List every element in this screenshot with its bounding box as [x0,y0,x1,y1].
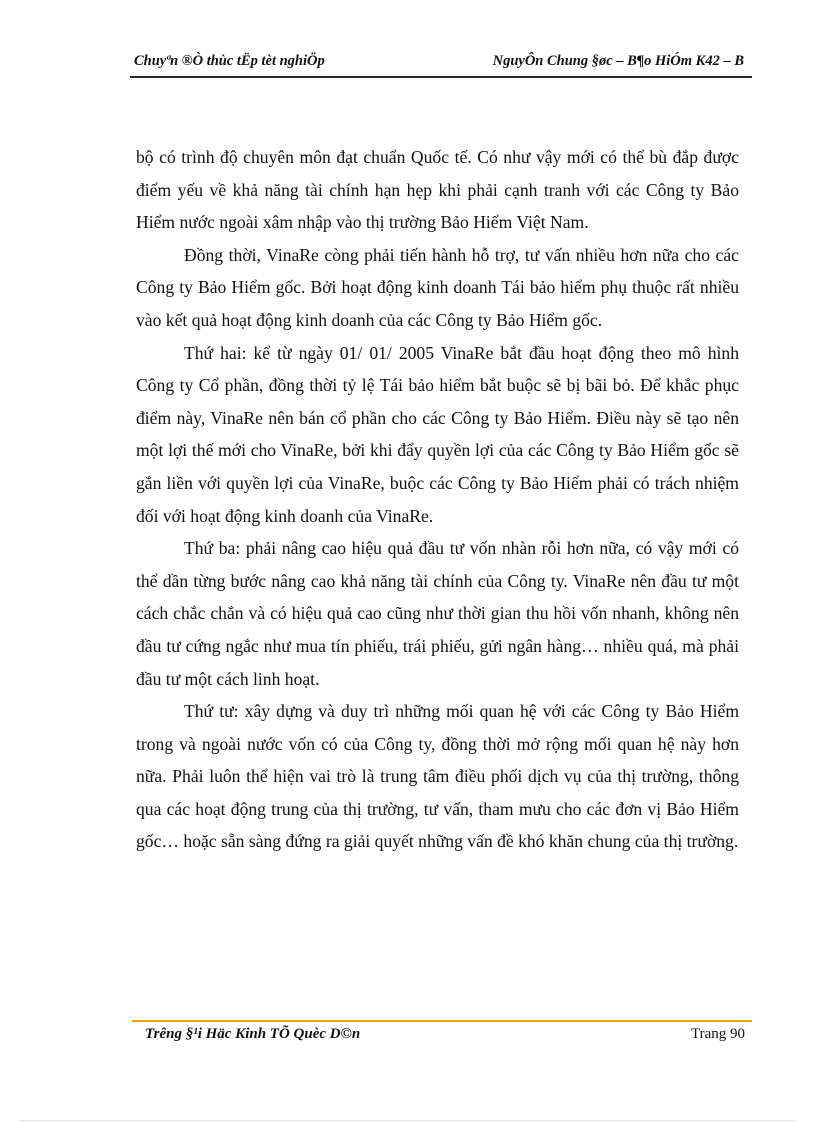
header-title: Chuyªn ®Ò thùc tËp tèt nghiÖp [134,53,325,69]
paragraph-1: bộ có trình độ chuyên môn đạt chuẩn Quốc tế. Có như vậy mới có thể bù đắp được điểm yếu về khả năng tài chính hạn hẹp khi phải cạnh tranh với các Công ty Bảo Hiểm nước ngoài xâm nhập vào thị trường Bảo Hiểm Việt Nam. [136,147,739,233]
page-edge [20,1120,796,1121]
page-footer [145,1026,747,1048]
paragraph-5: Thứ tư: xây dựng và duy trì những mối quan hệ với các Công ty Bảo Hiểm trong và ngoài nước vốn có của Công ty, đồng thời mở rộng mối quan hệ này hơn nữa. Phải luôn thể hiện vai trò là trung tâm điều phối dịch vụ của thị trường, thông qua các hoạt động trung của thị trường, tư vấn, tham mưu cho các đơn vị Bảo Hiểm gốc… hoặc sẵn sàng đứng ra giải quyết những vấn đề khó khăn chung của thị trường. [136,701,739,852]
footer-divider [132,1020,752,1022]
page-number: Trang 90 [690,1026,745,1042]
header-author: NguyÔn Chung §øc – B¶o HiÓm K42 – B [492,53,744,69]
paragraph-2: Đồng thời, VinaRe còng phải tiến hành hỗ trợ, tư vấn nhiều hơn nữa cho các Công ty Bảo Hiểm gốc. Bởi hoạt động kinh doanh Tái bảo hiểm phụ thuộc rất nhiều vào kết quả hoạt động kinh doanh của các Công ty Bảo Hiểm gốc. [136,244,739,330]
page-header [134,50,752,76]
footer-institution: Trêng §¹i Häc Kinh TÕ Quèc D©n [145,1026,361,1042]
document-body [136,141,739,858]
paragraph-3: Thứ hai: kể từ ngày 01/ 01/ 2005 VinaRe bắt đầu hoạt động theo mô hình Công ty Cổ phần, đồng thời tỷ lệ Tái bảo hiểm bắt buộc sẽ bị bãi bỏ. Để khắc phục điểm này, VinaRe nên bán cổ phần cho các Công ty Bảo Hiểm. Điều này sẽ tạo nên một lợi thế mới cho VinaRe, bởi khi đẩy quyền lợi của các Công ty Bảo Hiểm gốc sẽ gắn liền với quyền lợi của VinaRe, buộc các Công ty Bảo Hiểm phải có trách nhiệm đối với hoạt động kinh doanh của VinaRe. [136,342,739,526]
header-divider [130,76,752,78]
paragraph-4: Thứ ba: phải nâng cao hiệu quả đầu tư vốn nhàn rỗi hơn nữa, có vậy mới có thể dần từng bước nâng cao khả năng tài chính của Công ty. VinaRe nên đầu tư một cách chắc chắn và có hiệu quả cao cũng như thời gian thu hồi vốn nhanh, không nên đầu tư cứng ngắc như mua tín phiếu, trái phiếu, gửi ngân hàng… nhiều quá, mà phải đầu tư một cách linh hoạt. [136,538,739,689]
